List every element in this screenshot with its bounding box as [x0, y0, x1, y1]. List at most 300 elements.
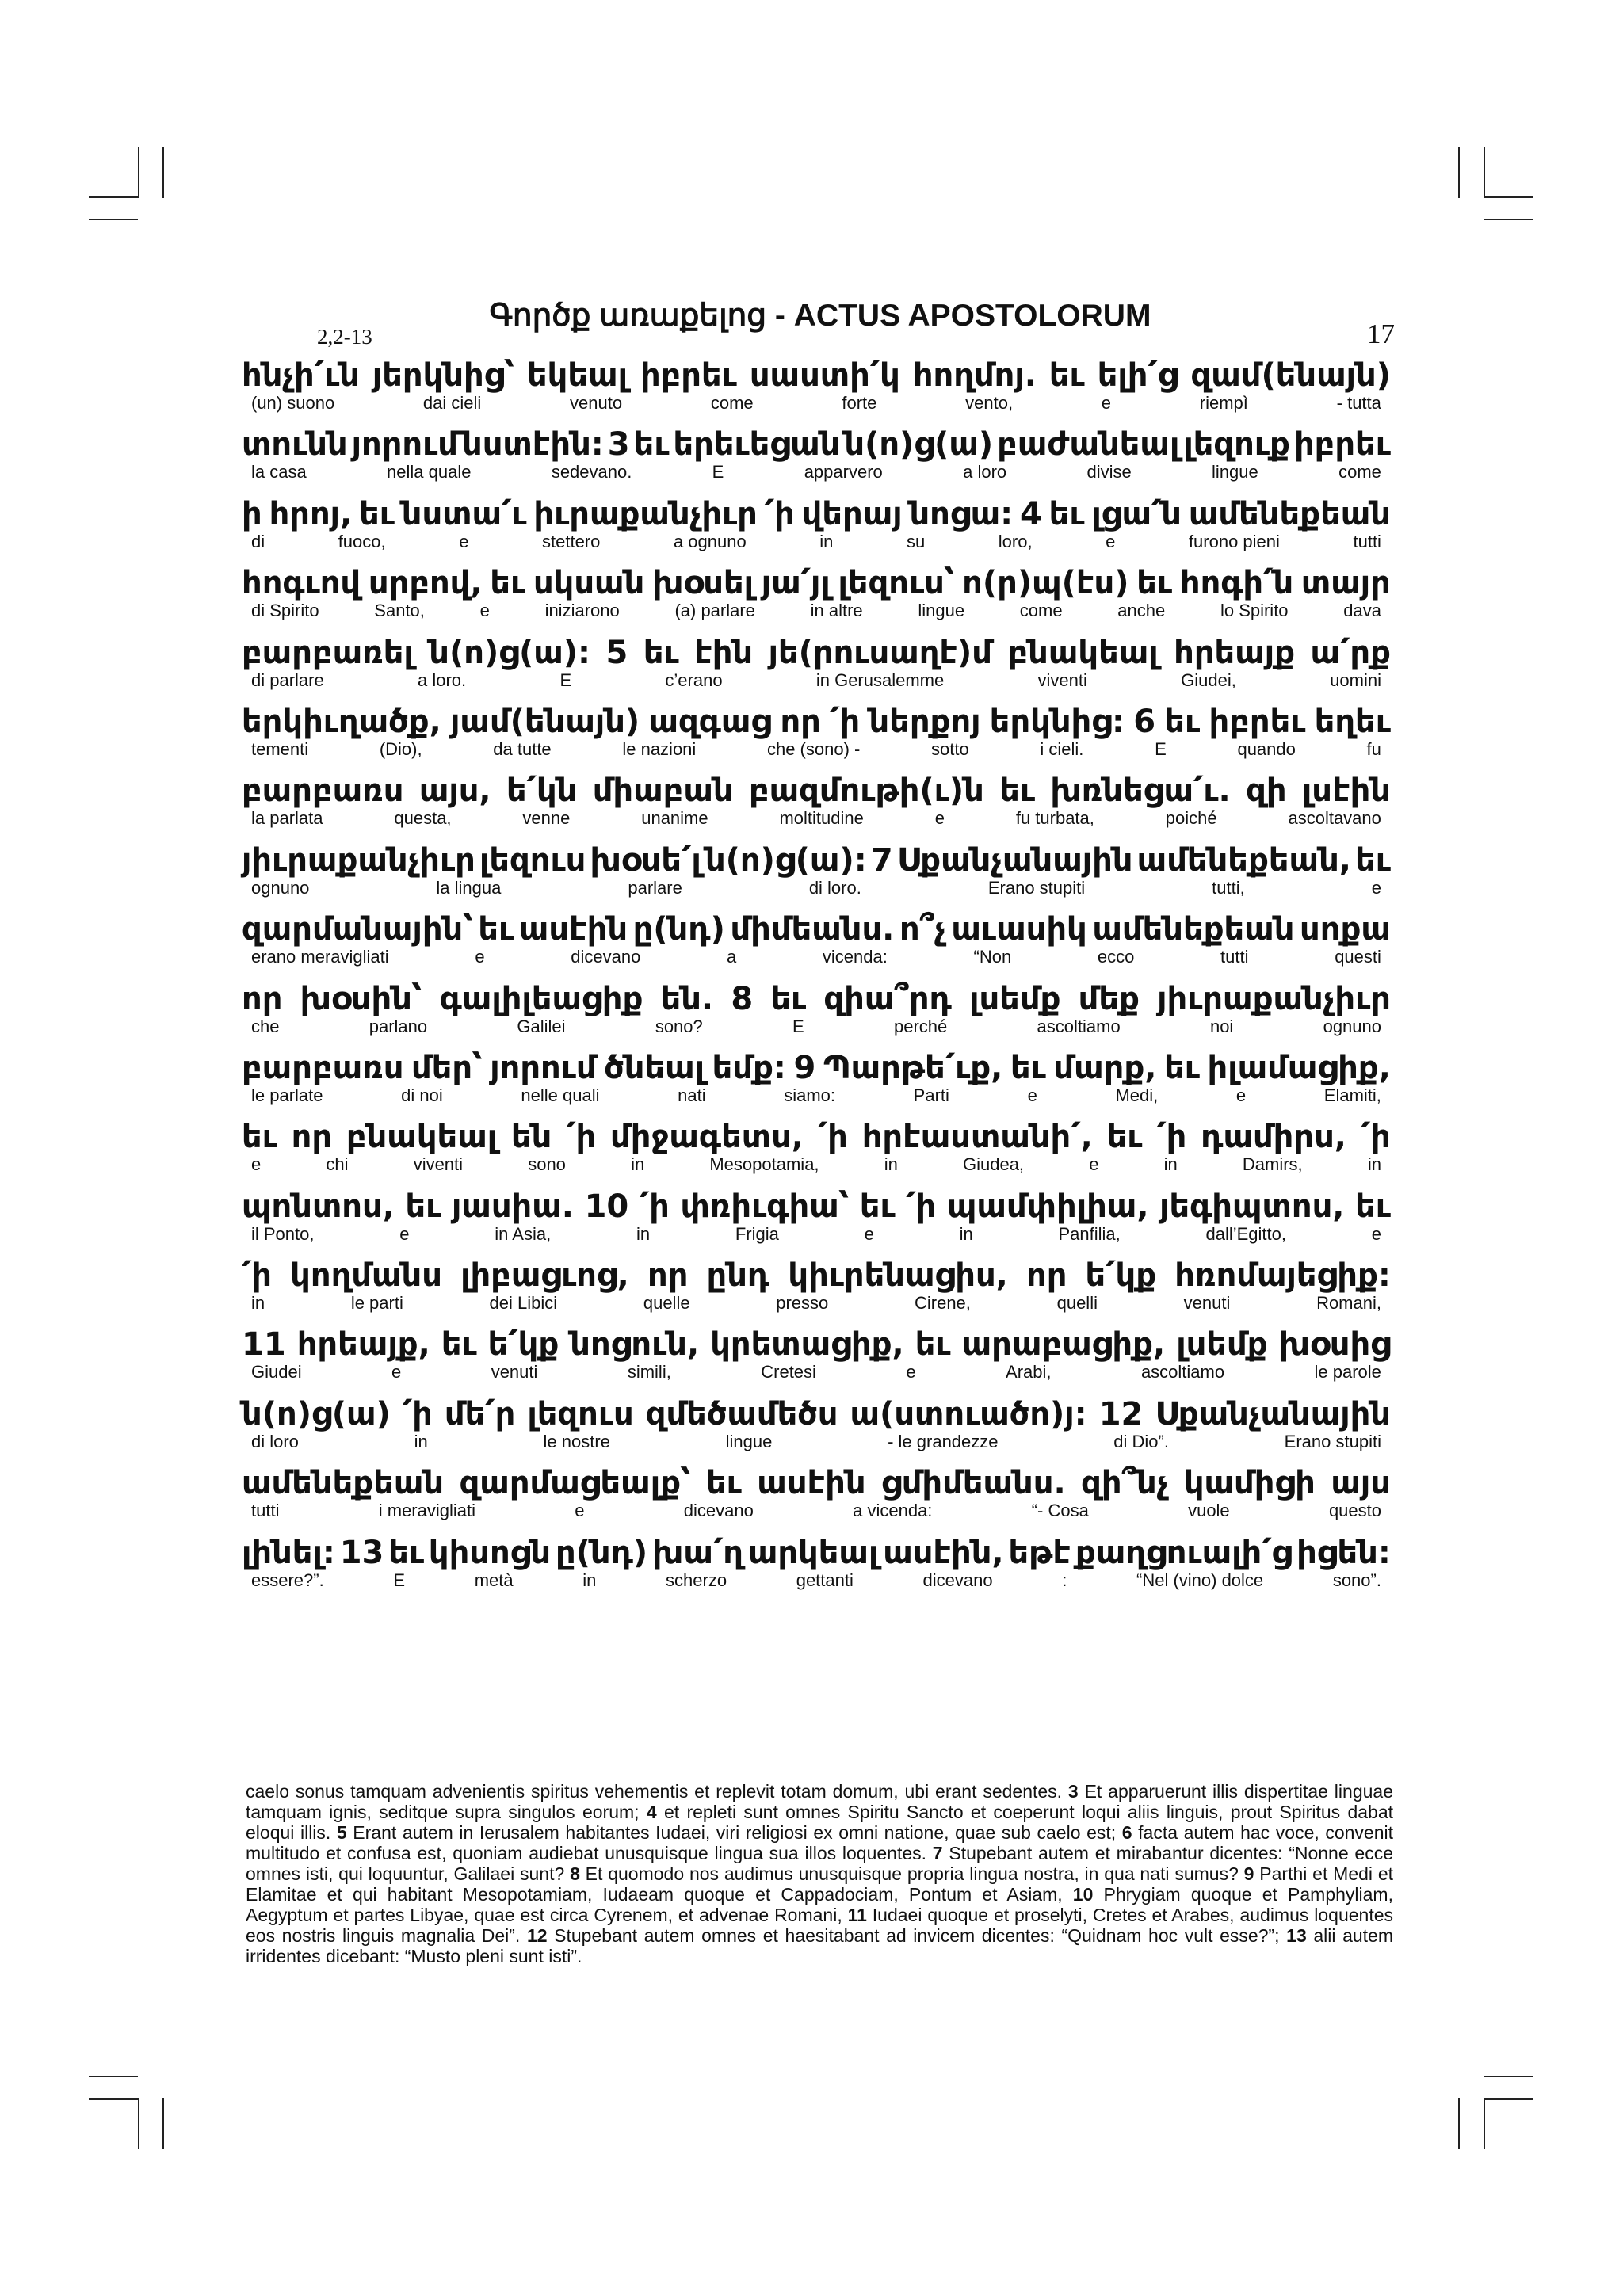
interlinear-line	[242, 1327, 1391, 1396]
interlinear-line	[242, 1051, 1391, 1119]
armenian-word: ամենեքեան,	[1136, 841, 1351, 879]
italian-gloss-word: dava	[1343, 601, 1381, 621]
italian-gloss-word: Elamiti,	[1323, 1085, 1381, 1105]
italian-gloss-word: in	[582, 1569, 597, 1590]
armenian-word: եւ	[490, 565, 526, 602]
italian-gloss-word: a ognuno	[673, 531, 747, 551]
armenian-line	[242, 912, 1391, 947]
armenian-word: ը(նդ)	[632, 911, 725, 948]
italian-gloss-word: sono	[528, 1154, 566, 1175]
italian-gloss-line	[242, 1016, 1391, 1037]
crop-mark-top-right-v1	[1458, 147, 1460, 198]
latin-text-segment: Et apparuerunt illis dispertitae linguae tamquam ignis, seditque supra singulos eorum;	[246, 1781, 1393, 1822]
italian-gloss-word: tutti	[251, 1501, 280, 1521]
armenian-word: ՛ի	[639, 1188, 670, 1225]
italian-gloss-word: di loro	[251, 1431, 299, 1451]
interlinear-line	[242, 358, 1391, 427]
armenian-word: եւ	[441, 1326, 477, 1363]
interlinear-line	[242, 1119, 1391, 1188]
italian-gloss-word: dall’Egitto,	[1205, 1223, 1286, 1244]
armenian-word: Պարթե՛ւք,	[823, 1049, 1003, 1086]
italian-gloss-word: scherzo	[666, 1569, 727, 1590]
italian-gloss-word: erano meravigliati	[251, 947, 389, 967]
armenian-word: ծնեալ	[604, 1049, 705, 1086]
armenian-word: 6	[1133, 703, 1156, 740]
armenian-line	[242, 635, 1391, 670]
interlinear-line	[242, 1397, 1391, 1466]
armenian-word: ե՛կք	[487, 1326, 559, 1363]
italian-gloss-word: “Nel (vino) dolce	[1136, 1569, 1264, 1590]
italian-gloss-word: quando	[1237, 738, 1296, 759]
italian-gloss-word: da tutte	[493, 738, 552, 759]
italian-gloss-word: ascoltiamo	[1140, 1362, 1225, 1383]
latin-text-segment: Et quomodo nos audimus unusquisque propria lingua nostra, in qua nati sumus?	[579, 1863, 1244, 1884]
italian-gloss-word: di loro.	[808, 877, 861, 898]
armenian-word: ազգաց	[648, 703, 772, 740]
armenian-word: խօսից	[1278, 1326, 1391, 1363]
armenian-word: յե(րուսաղէ)մ	[768, 634, 992, 671]
italian-gloss-word: chi	[326, 1154, 349, 1175]
armenian-word: արկեալ	[747, 1534, 879, 1571]
italian-gloss-word: quelli	[1056, 1293, 1098, 1314]
italian-gloss-word: ognuno	[1323, 1016, 1381, 1036]
armenian-word: եւ	[1048, 495, 1085, 532]
italian-gloss-line	[242, 1293, 1391, 1314]
armenian-word: եւ	[1010, 1049, 1046, 1086]
armenian-word: եւ	[242, 1119, 277, 1156]
armenian-word: յերկնից՝	[372, 357, 515, 394]
italian-gloss-word: simili,	[627, 1362, 671, 1383]
italian-gloss-word: Galilei	[517, 1016, 566, 1036]
italian-gloss-word: parlano	[369, 1016, 428, 1036]
italian-gloss-word: e	[391, 1362, 402, 1383]
italian-gloss-word: la casa	[251, 462, 307, 482]
italian-gloss-word: sedevano.	[551, 462, 632, 482]
armenian-word: լսեմք	[969, 980, 1061, 1017]
armenian-word: ՛ի	[830, 703, 861, 740]
italian-gloss-word: come	[710, 393, 754, 413]
armenian-word: միջագետս,	[610, 1119, 804, 1156]
italian-gloss-line	[242, 1085, 1391, 1106]
armenian-word: ի	[242, 495, 262, 532]
armenian-word: մեք	[1078, 980, 1140, 1017]
italian-gloss-word: stettero	[542, 531, 601, 551]
italian-gloss-word: Romani,	[1316, 1293, 1381, 1314]
verse-number: 11	[847, 1905, 867, 1925]
italian-gloss-word: dicevano	[922, 1569, 993, 1590]
italian-gloss-line	[242, 1432, 1391, 1452]
armenian-word: յորում	[490, 1049, 597, 1086]
armenian-word: նոցուն,	[570, 1326, 700, 1363]
italian-gloss-word: presso	[776, 1293, 829, 1314]
armenian-word: բազմութի(ւ)ն	[748, 772, 984, 810]
latin-text-segment: facta autem hac voce, convenit multitudo et confusa est, quoniam audiebat unusquisque lingua sua illos loquentes.	[246, 1822, 1393, 1863]
italian-gloss-word: in	[636, 1223, 651, 1244]
armenian-word: կիսոցն	[428, 1534, 552, 1571]
italian-gloss-word: quelle	[643, 1293, 690, 1314]
italian-gloss-word: in	[251, 1293, 265, 1314]
armenian-word: կողմանս	[290, 1257, 442, 1295]
armenian-word: բնակեալ	[346, 1119, 498, 1156]
italian-gloss-word: in Gerusalemme	[815, 669, 945, 690]
armenian-word: եւ	[633, 426, 670, 463]
armenian-word: ամենեքեան	[242, 1465, 445, 1502]
armenian-word: աւասիկ	[951, 911, 1087, 948]
latin-text-segment: Parthi et Medi et Elamitae et qui habitant Mesopotamiam, Iudaeam quoque et Cappadociam, Pontum et Asiam,	[246, 1863, 1393, 1905]
italian-gloss-word: a loro	[963, 462, 1007, 482]
italian-gloss-line	[242, 878, 1391, 898]
armenian-word: եւ	[770, 980, 807, 1017]
italian-gloss-word: forte	[842, 393, 877, 413]
italian-gloss-word: questa,	[394, 808, 452, 829]
italian-gloss-word: unanime	[641, 808, 708, 829]
armenian-word: ասէին	[518, 911, 628, 948]
italian-gloss-word: Damirs,	[1242, 1154, 1303, 1175]
italian-gloss-line	[242, 532, 1391, 552]
crop-mark-top-left-v1	[138, 147, 139, 198]
armenian-word: ՛ի	[817, 1119, 848, 1156]
armenian-word: հրեայք,	[296, 1326, 430, 1363]
armenian-word: լեզուս՝	[838, 565, 955, 602]
armenian-word: երկիւղածք,	[242, 703, 441, 740]
armenian-word: այս	[1331, 1465, 1391, 1502]
italian-gloss-word: noi	[1209, 1016, 1234, 1036]
crop-mark-bottom-right-v1	[1458, 2098, 1460, 2149]
italian-gloss-word: Frigia	[735, 1223, 779, 1244]
armenian-word: իւրաքանչիւր	[533, 495, 758, 532]
armenian-word: խօսել	[652, 565, 754, 602]
italian-gloss-word: (Dio),	[379, 738, 422, 759]
italian-gloss-word: Cretesi	[761, 1362, 816, 1383]
armenian-word: խօսին՝	[300, 980, 422, 1017]
armenian-word: զիա՞րդ	[823, 980, 952, 1017]
italian-gloss-word: in	[959, 1223, 973, 1244]
armenian-word: 3	[607, 426, 630, 463]
latin-text-segment: Erant autem in Ierusalem habitantes Iudaei, viri religiosi ex omni natione, quae sub caelo est;	[346, 1822, 1122, 1843]
latin-text-segment: Iudaei quoque et proselyti, Cretes et Arabes, audimus loquentes eos nostris linguis magnalia Dei”.	[246, 1905, 1393, 1946]
armenian-word: եկեալ	[527, 357, 628, 394]
italian-gloss-word: sono”.	[1332, 1569, 1381, 1590]
italian-gloss-word: venne	[522, 808, 571, 829]
armenian-word: եւ	[706, 1465, 742, 1502]
armenian-word: եղեւ	[1314, 703, 1391, 740]
chapter-verse-ref: 2,2-13	[317, 325, 372, 349]
italian-gloss-word: Erano stupiti	[987, 877, 1086, 898]
italian-gloss-word: in	[414, 1431, 428, 1451]
italian-gloss-word: - tutta	[1336, 393, 1381, 413]
italian-gloss-word: essere?”.	[251, 1569, 324, 1590]
crop-mark-top-left-v2	[162, 147, 164, 198]
armenian-word: տունն	[242, 426, 348, 463]
armenian-word: վերայ	[801, 495, 903, 532]
interlinear-text	[242, 358, 1391, 1604]
armenian-word: ցմիմեանս.	[881, 1465, 1066, 1502]
italian-gloss-word: e	[399, 1223, 410, 1244]
armenian-word: որ	[291, 1119, 333, 1156]
armenian-word: լսէին	[1301, 772, 1391, 810]
armenian-word: դամիրս,	[1201, 1119, 1346, 1156]
italian-gloss-line	[242, 739, 1391, 760]
italian-gloss-word: riempì	[1199, 393, 1248, 413]
armenian-line	[242, 427, 1391, 462]
verse-number: 7	[932, 1843, 943, 1863]
italian-gloss-word: lingue	[918, 601, 965, 621]
armenian-word: զարմանային՝	[242, 911, 473, 948]
armenian-word: յորում	[351, 426, 458, 463]
armenian-line	[242, 1051, 1391, 1085]
italian-gloss-word: e	[1106, 531, 1116, 551]
armenian-word: ն(ո)ց(ա):	[429, 634, 591, 671]
italian-gloss-word: E	[712, 462, 724, 482]
armenian-word: լեզուք	[1183, 426, 1290, 463]
armenian-line	[242, 982, 1391, 1016]
italian-gloss-word: come	[1019, 601, 1063, 621]
italian-gloss-word: viventi	[1037, 669, 1087, 690]
armenian-word: զմեծամեծս	[645, 1395, 838, 1432]
armenian-word: եւ	[643, 634, 679, 671]
italian-gloss-word: le parole	[1314, 1362, 1381, 1383]
armenian-word: Սքանչանային	[896, 841, 1133, 879]
italian-gloss-word: E	[393, 1569, 406, 1590]
italian-gloss-word: Giudei,	[1181, 669, 1236, 690]
italian-gloss-word: ascoltavano	[1288, 808, 1381, 829]
crop-mark-bottom-left-v1	[138, 2098, 139, 2149]
armenian-word: յիւրաքանչիւր	[1157, 980, 1391, 1017]
armenian-word: պոնտոս,	[242, 1188, 395, 1225]
armenian-word: հրոյ,	[269, 495, 353, 532]
armenian-word: խա՛ղ	[652, 1534, 743, 1571]
italian-gloss-word: tutti	[1353, 531, 1381, 551]
interlinear-line	[242, 1535, 1391, 1604]
armenian-word: հոգւով	[242, 565, 361, 602]
armenian-word: որ	[242, 980, 283, 1017]
italian-gloss-word: e	[906, 1362, 916, 1383]
italian-gloss-line	[242, 1501, 1391, 1521]
interlinear-line	[242, 704, 1391, 773]
italian-gloss-word: - le grandezze	[888, 1431, 999, 1451]
italian-gloss-word: Cirene,	[914, 1293, 971, 1314]
armenian-word: ՛ի	[242, 1257, 273, 1295]
armenian-word: բաժանեալ	[997, 426, 1180, 463]
armenian-line	[242, 843, 1391, 878]
armenian-word: իբրեւ	[640, 357, 737, 394]
italian-gloss-line	[242, 462, 1391, 482]
armenian-word: բարբառս	[242, 772, 404, 810]
armenian-word: սկսան	[533, 565, 645, 602]
italian-gloss-word: (a) parlare	[674, 601, 755, 621]
armenian-word: Սքանչանային	[1155, 1395, 1391, 1432]
italian-gloss-word: sono?	[655, 1016, 703, 1036]
interlinear-line	[242, 566, 1391, 635]
italian-gloss-word: e	[1027, 1085, 1037, 1105]
italian-gloss-word: e	[1101, 393, 1112, 413]
verse-number: 9	[1243, 1863, 1254, 1884]
crop-mark-bottom-right-h2	[1484, 2076, 1533, 2077]
armenian-word: ներքոյ	[869, 703, 981, 740]
italian-gloss-word: il Ponto,	[251, 1223, 315, 1244]
italian-gloss-word: e	[1089, 1154, 1099, 1175]
armenian-word: խռնեցա՛ւ.	[1050, 772, 1231, 810]
armenian-word: երեւեցան	[673, 426, 841, 463]
italian-gloss-word: metà	[474, 1569, 514, 1590]
armenian-word: զի	[1246, 772, 1287, 810]
italian-gloss-word: dicevano	[683, 1501, 754, 1521]
armenian-word: զի՞նչ	[1081, 1465, 1169, 1502]
armenian-word: են.	[660, 980, 714, 1017]
italian-gloss-word: furono pieni	[1188, 531, 1280, 551]
armenian-word: պամփիլիա,	[946, 1188, 1149, 1225]
armenian-word: երկնից:	[989, 703, 1125, 740]
italian-gloss-word: venuto	[570, 393, 623, 413]
armenian-word: ՛ի	[906, 1188, 937, 1225]
armenian-line	[242, 1397, 1391, 1432]
armenian-word: ամենեքեան	[1092, 911, 1295, 948]
armenian-word: մարք,	[1053, 1049, 1157, 1086]
armenian-word: 5	[605, 634, 628, 671]
armenian-word: որ	[780, 703, 821, 740]
italian-gloss-word: su	[906, 531, 926, 551]
armenian-line	[242, 1189, 1391, 1224]
italian-gloss-word: Arabi,	[1006, 1362, 1052, 1383]
armenian-word: 10	[584, 1188, 629, 1225]
armenian-line	[242, 497, 1391, 532]
crop-mark-bottom-left-v2	[162, 2098, 164, 2149]
italian-gloss-word: lingue	[725, 1431, 773, 1451]
armenian-word: ա՛րք	[1310, 634, 1391, 671]
italian-gloss-word: viventi	[413, 1154, 464, 1175]
italian-gloss-line	[242, 1570, 1391, 1591]
italian-gloss-word: vicenda:	[822, 947, 888, 967]
interlinear-line	[242, 912, 1391, 981]
italian-gloss-word: le parti	[350, 1293, 403, 1314]
armenian-word: եւ	[1164, 1049, 1200, 1086]
italian-gloss-word: Parti	[913, 1085, 949, 1105]
armenian-word: մեր՝	[411, 1049, 483, 1086]
armenian-word: ՛ի	[1360, 1119, 1391, 1156]
interlinear-line	[242, 635, 1391, 704]
armenian-word: հոգի՛ն	[1179, 565, 1294, 602]
armenian-word: սրբով,	[368, 565, 483, 602]
italian-gloss-word: le nostre	[543, 1431, 610, 1451]
italian-gloss-word: la lingua	[436, 877, 502, 898]
interlinear-line	[242, 1258, 1391, 1327]
armenian-word: ո՞չ	[899, 911, 946, 948]
armenian-word: իցեն:	[1296, 1534, 1391, 1571]
italian-gloss-word: fu turbata,	[1015, 808, 1094, 829]
italian-gloss-word: e	[575, 1501, 585, 1521]
armenian-word: լիբացւոց,	[460, 1257, 629, 1295]
armenian-word: լեզուս	[527, 1395, 634, 1432]
italian-gloss-word: vento,	[965, 393, 1014, 413]
crop-mark-bottom-right-v2	[1484, 2098, 1485, 2149]
armenian-word: լինել:	[242, 1534, 335, 1571]
armenian-word: բարբառել	[242, 634, 414, 671]
armenian-word: որ	[647, 1257, 689, 1295]
verse-number: 3	[1067, 1781, 1079, 1802]
italian-gloss-word: Panfilia,	[1058, 1223, 1121, 1244]
armenian-word: հռոմայեցիք:	[1174, 1257, 1391, 1295]
crop-mark-top-right-h2	[1484, 219, 1533, 220]
armenian-word: եթէ	[1008, 1534, 1071, 1571]
italian-gloss-word: la parlata	[251, 808, 323, 829]
interlinear-line	[242, 773, 1391, 842]
italian-gloss-word: divise	[1086, 462, 1132, 482]
italian-gloss-word: ognuno	[251, 877, 310, 898]
italian-gloss-word: venuti	[491, 1362, 538, 1383]
armenian-word: ն(ո)ց(ա)	[242, 1395, 391, 1432]
italian-gloss-word: i meravigliati	[378, 1501, 475, 1521]
italian-gloss-word: Santo,	[374, 601, 425, 621]
italian-gloss-word: di Dio”.	[1113, 1431, 1169, 1451]
armenian-word: են	[510, 1119, 552, 1156]
interlinear-line	[242, 497, 1391, 566]
italian-gloss-word: dicevano	[571, 947, 641, 967]
latin-text-segment: Stupebant autem omnes et haesitabant ad invicem dicentes: “Quidnam hoc vult esse?”;	[547, 1925, 1287, 1946]
armenian-word: որ	[1026, 1257, 1067, 1295]
armenian-word: յա՛յլ	[761, 565, 831, 602]
armenian-word: տայր	[1300, 565, 1391, 602]
italian-gloss-word: lo Spirito	[1220, 601, 1289, 621]
armenian-word: ամենեքեան	[1188, 495, 1391, 532]
italian-gloss-word: e	[1235, 1085, 1247, 1105]
armenian-word: նստէին:	[462, 426, 604, 463]
interlinear-line	[242, 1466, 1391, 1535]
armenian-word: յեգիպտոս,	[1159, 1188, 1345, 1225]
italian-gloss-word: che	[251, 1016, 280, 1036]
armenian-word: սոքա	[1300, 911, 1391, 948]
armenian-word: ՛ի	[764, 495, 795, 532]
armenian-word: հնչի՛ւն	[242, 357, 360, 394]
italian-gloss-word: perché	[893, 1016, 948, 1036]
italian-gloss-word: a loro.	[418, 669, 467, 690]
latin-vulgate-text	[246, 1781, 1393, 1966]
italian-gloss-word: e	[864, 1223, 874, 1244]
italian-gloss-word: Giudea,	[962, 1154, 1025, 1175]
italian-gloss-word: Giudei	[251, 1362, 302, 1383]
italian-gloss-word: e	[1371, 877, 1381, 898]
armenian-word: եւ	[1355, 841, 1391, 879]
italian-gloss-word: e	[459, 531, 469, 551]
latin-text-segment: alii autem irridentes dicebant: “Musto pleni sunt isti”.	[246, 1925, 1393, 1966]
armenian-word: 11	[242, 1326, 286, 1363]
italian-gloss-word: i cieli.	[1040, 738, 1084, 759]
armenian-word: միմեանս.	[730, 911, 895, 948]
verse-number: 13	[1286, 1925, 1307, 1946]
italian-gloss-word: dai cieli	[422, 393, 482, 413]
italian-gloss-word: E	[559, 669, 572, 690]
italian-gloss-word: siamo:	[784, 1085, 836, 1105]
italian-gloss-word: nella quale	[387, 462, 472, 482]
armenian-word: 4	[1019, 495, 1042, 532]
italian-gloss-word: questi	[1335, 947, 1381, 967]
armenian-word: հրէաստանի՛,	[861, 1119, 1093, 1156]
armenian-word: արաբացիք,	[961, 1326, 1166, 1363]
verse-number: 4	[646, 1802, 657, 1822]
armenian-word: ելի՛ց	[1097, 357, 1178, 394]
italian-gloss-line	[242, 670, 1391, 691]
italian-gloss-line	[242, 947, 1391, 967]
armenian-word: եւ	[405, 1188, 441, 1225]
italian-gloss-word: c’erano	[665, 669, 723, 690]
italian-gloss-word: di	[251, 531, 265, 551]
latin-text-segment: Stupebant autem et mirabantur dicentes: “Nonne ecce omnes isti, qui loquuntur, Galilaei sunt?	[246, 1843, 1393, 1884]
armenian-word: զամ(ենայն)	[1190, 357, 1391, 394]
page-header	[246, 295, 1395, 358]
armenian-word: բնակեալ	[1007, 634, 1159, 671]
armenian-word: ն(ո)ց(ա)	[844, 426, 994, 463]
armenian-line	[242, 358, 1391, 393]
italian-gloss-word: tementi	[251, 738, 309, 759]
